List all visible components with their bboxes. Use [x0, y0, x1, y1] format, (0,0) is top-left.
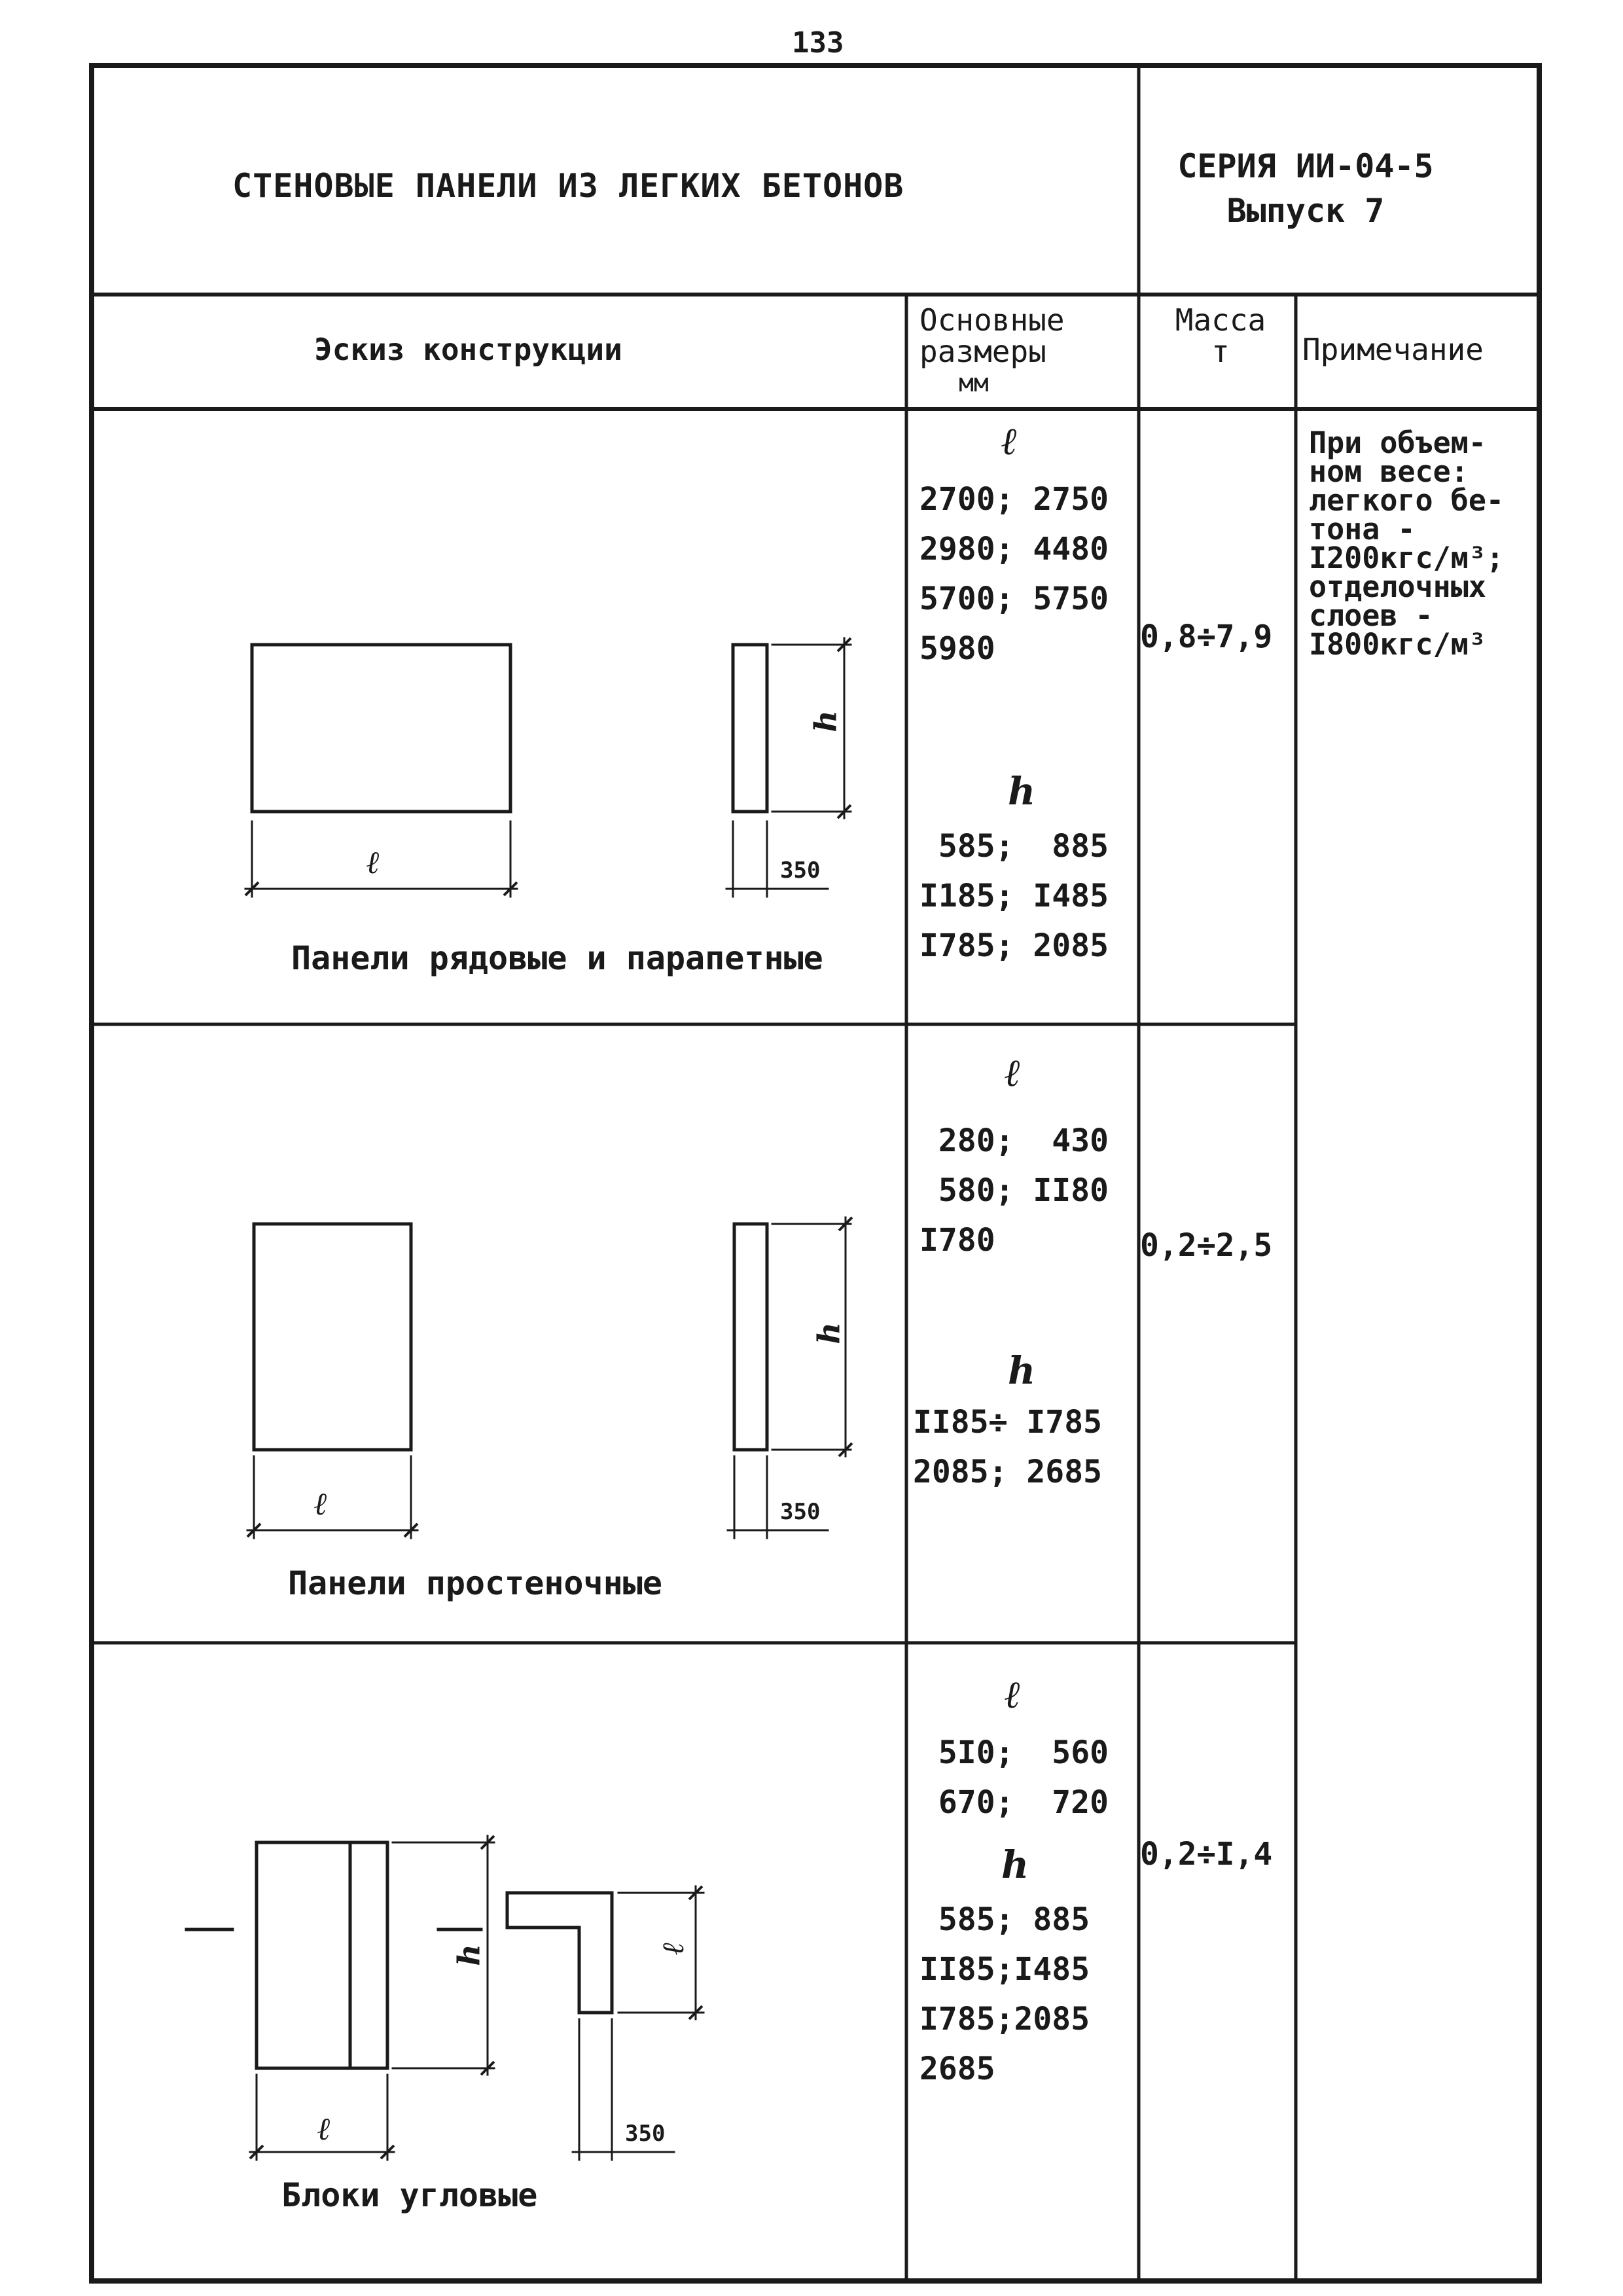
series-block — [1142, 144, 1469, 233]
row1-side-view — [733, 645, 767, 812]
row1-dim-l: ℓ — [366, 844, 380, 881]
row3-l-symbol: ℓ — [1005, 1672, 1021, 1717]
row1-h-symbol: h — [1008, 769, 1036, 814]
colhead-mass-unit: т — [1211, 334, 1230, 369]
row3-h-values: 585; 885 II85;I485 I785;2085 2685 — [919, 1901, 1090, 2087]
row3-caption: Блоки угловые — [281, 2176, 538, 2214]
row3-dim-l2: ℓ — [654, 1942, 690, 1955]
colhead-dims-line1: Основные — [919, 302, 1065, 338]
colhead-dims-line2: размеры — [919, 334, 1046, 369]
row3-dim-l: ℓ — [317, 2111, 331, 2147]
row3-mass: 0,2÷I,4 — [1140, 1836, 1273, 1873]
row1-h-values: 585; 885 I185; I485 I785; 2085 — [919, 828, 1109, 964]
row1-mass: 0,8÷7,9 — [1140, 619, 1273, 655]
row2-caption: Панели простеночные — [288, 1564, 662, 1602]
colhead-mass-line1: Масса — [1175, 302, 1266, 338]
colhead-note: Примечание — [1302, 332, 1484, 367]
row2-h-symbol: h — [1008, 1348, 1036, 1393]
table-border — [92, 65, 1539, 2281]
row1-caption: Панели рядовые и парапетные — [291, 939, 823, 977]
row2-l-symbol: ℓ — [1005, 1050, 1021, 1095]
row3-dim-h: h — [451, 1944, 487, 1966]
row1-front-view — [252, 645, 510, 812]
colhead-mass — [1145, 304, 1296, 367]
note-text: При объем- ном весе: легкого бе- тона - I200кгс/м³; отделочных слоев - I800кгс/м³ — [1309, 425, 1505, 662]
page-title: СТЕНОВЫЕ ПАНЕЛИ ИЗ ЛЕГКИХ БЕТОНОВ — [232, 167, 904, 205]
row1-dim-h: h — [808, 710, 844, 732]
row2-dim-thickness: 350 — [780, 1499, 821, 1525]
row2-front-view — [254, 1224, 411, 1450]
row1-l-values: 2700; 2750 2980; 4480 5700; 5750 5980 — [919, 481, 1109, 667]
row1-dim-thickness: 350 — [780, 857, 821, 884]
row2-mass: 0,2÷2,5 — [1140, 1227, 1273, 1264]
series-code: СЕРИЯ ИИ-04-5 — [1177, 147, 1434, 185]
row3-plan-view — [507, 1893, 612, 2013]
issue-number: Выпуск 7 — [1226, 192, 1385, 230]
row2-dim-l: ℓ — [314, 1486, 328, 1522]
row1-l-symbol: ℓ — [1001, 419, 1018, 463]
row2-dim-h: h — [811, 1322, 847, 1344]
row3-dim-thickness: 350 — [625, 2121, 666, 2147]
colhead-dims-unit: мм — [959, 368, 989, 397]
page-number: 133 — [792, 26, 844, 60]
row3-front-view — [257, 1842, 387, 2068]
row3-l-values: 5I0; 560 670; 720 — [938, 1734, 1109, 1821]
row2-l-values: 280; 430 580; II80 I780 — [919, 1122, 1109, 1259]
row2-side-view — [734, 1224, 767, 1450]
colhead-sketch: Эскиз конструкции — [314, 332, 622, 367]
colhead-dims — [919, 304, 1065, 399]
row2-h-values: II85÷ I785 2085; 2685 — [913, 1404, 1102, 1490]
row3-h-symbol: h — [1001, 1842, 1029, 1887]
